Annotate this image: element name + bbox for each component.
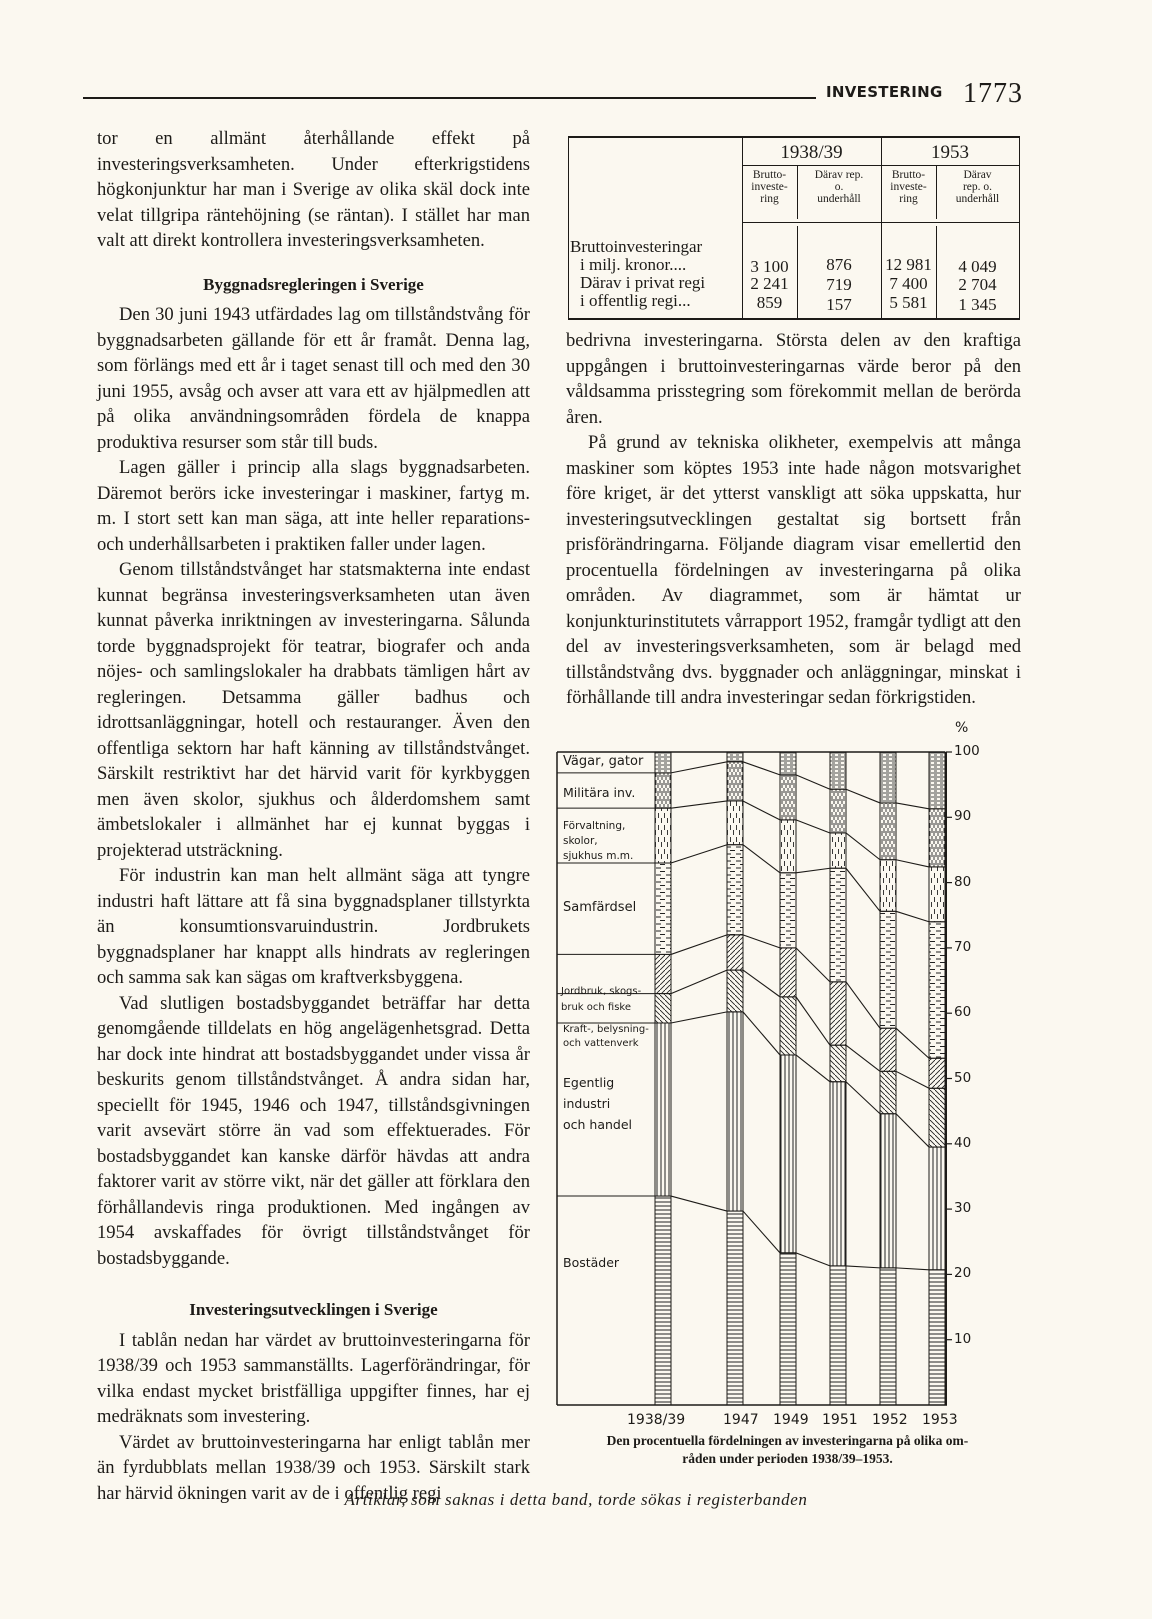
y-tick-label: 80	[954, 873, 972, 890]
paragraph: Värdet av bruttoinvesteringarna har enligt tablån mer än fyrdubblats mellan 1938/39 och 1953. Särskilt stark har härvid ökningen varit av de i offentlig regi	[97, 1431, 530, 1504]
left-column	[97, 126, 530, 1506]
table-row-label: i offentlig regi...	[580, 291, 691, 310]
table-year-header: 1938/39	[780, 142, 843, 163]
paragraph: Den 30 juni 1943 utfärdades lag om tillståndstvång för byggnadsarbeten gällande för ett år framåt. Denna lag, som förlängs med ett år i taget senast till och med den 30 juni 1955, avsåg och avser att vara ett av hjälpmedlen att på olika användningsområden fördela de knappa produktiva resurser som står till buds.	[97, 304, 530, 453]
y-tick-label: 40	[954, 1134, 972, 1151]
y-tick-label: 100	[954, 743, 980, 759]
header-rule	[83, 97, 816, 99]
paragraph: För industrin kan man helt allmänt säga att tyngre industri haft lättare att få sina byggnadsplaner tillstyrkta än konsumtionsvaruindustrin. Jordbrukets byggnadsplaner har knappt alls hindrats av regleringen och samma sak kan sägas om kraftverksbyggena.	[97, 865, 530, 988]
running-head: INVESTERING	[826, 83, 943, 101]
table-subheader: Brutto- investe- ring	[751, 169, 788, 205]
paragraph: Vad slutligen bostadsbyggandet beträffar har detta genomgående tilldelats en hög angelägenhetsgrad. Detta har dock inte hindrat att bostadsbyggandet under vissa år beskurits genom tillståndstvånget. Å andra sidan har, speciellt för 1945, 1946 och 1947, tillståndsgivningen varit avsevärt större än vad som effektuerades. För bostadsbyggandet kan kanske därför hävdas att andra faktorer varit av större vikt, när det gäller att förklara den förhållandevis ringa produktionen. Med ingången av 1954 avskaffades för övrigt tillståndstvånget för bostadsbyggande.	[97, 992, 530, 1269]
legend-jordbruk: bruk och fiske	[561, 1002, 631, 1013]
paragraph: I tablån nedan har värdet av bruttoinvesteringarna för 1938/39 och 1953 sammanställts. Lagerförändringar, för vilka endast mycket bristfälliga uppgifter finnes, har ej medräknats som investering.	[97, 1329, 530, 1427]
table-year-header: 1953	[931, 142, 969, 163]
table-cell: 876	[826, 255, 852, 274]
x-tick-label: 1947	[723, 1412, 759, 1428]
x-tick-label: 1952	[872, 1412, 908, 1428]
legend-forvaltning: skolor,	[563, 835, 598, 847]
table-row-label: i milj. kronor....	[580, 255, 687, 274]
legend-forvaltning: sjukhus m.m.	[563, 850, 634, 862]
paragraph: tor en allmänt återhållande effekt på investeringsverksamheten. Under efterkrigstidens högkonjunktur har man i Sverige av olika skäl dock inte velat tillgripa räntehöjning (se räntan). I stället har man valt att direkt kontrollera investeringsverksamheten.	[97, 128, 530, 251]
legend-industri: Egentlig	[563, 1075, 615, 1090]
legend-industri: industri	[563, 1096, 611, 1111]
y-tick-label: 90	[954, 808, 972, 825]
table-subheader: Därav rep. o. underhåll	[955, 169, 1000, 205]
legend-militara: Militära inv.	[563, 785, 636, 800]
legend-jordbruk: Jordbruk, skogs-	[561, 986, 642, 997]
section-heading: Investeringsutvecklingen i Sverige	[189, 1300, 438, 1319]
paragraph: bedrivna investeringarna. Största delen av den kraftiga uppgången i bruttoinvesteringarnas värde beror på den våldsamma prisstegring som förekommit mellan de berörda åren.	[566, 330, 1021, 428]
footer-note: Artiklar, som saknas i detta band, torde sökas i registerbanden	[344, 1490, 808, 1509]
table-cell: 719	[826, 275, 852, 294]
stacked-bar-chart	[555, 720, 1015, 1428]
paragraph: På grund av tekniska olikheter, exempelvis att många maskiner som köptes 1953 inte hade någon motsvarighet före kriget, är det ytterst vanskligt att söka uppskatta, hur investeringsutvecklingen gestaltat sig bortsett från prisförändringarna. Följande diagram visar emellertid den procentuella fördelningen av investeringarna på olika områden. Av diagrammet, som är hämtat ur konjunkturinstitutets vårrapport 1952, framgår tydligt att den del av investeringsverksamheten, som är belagd med tillståndstvång dvs. byggnader och anläggningar, minskat i förhållande till andra investeringar sedan förkrigstiden.	[566, 432, 1021, 708]
legend-kraft: Kraft-, belysning-	[563, 1024, 649, 1035]
y-tick-label: 20	[954, 1265, 972, 1282]
x-tick-label: 1953	[922, 1412, 958, 1428]
paragraph: Genom tillståndstvånget har statsmakterna inte endast kunnat begränsa investeringsverksamheten utan även kunnat påverka inriktningen av investeringarna. Sålunda torde byggnadsprojekt för teatrar, biografer och anda nöjes- och samlingslokaler ha drabbats tämligen hårt av regleringen. Detsamma gäller badhus och idrottsanläggningar, hotell och restauranger. Även den offentliga sektorn har haft känning av tillståndstvånget. Särskilt restriktivt har det härvid varit för kyrkbyggen men även skolor, sjukhus och ålderdomshem samt ämbetslokaler i allmänhet har ej kunnat byggas i projekterad utsträckning.	[97, 559, 530, 861]
legend-samfardsel: Samfärdsel	[563, 900, 637, 915]
table-cell: 12 981	[885, 255, 932, 274]
section-heading: Byggnadsregleringen i Sverige	[203, 274, 424, 294]
table-cell: 5 581	[889, 293, 928, 312]
legend-vagar-gator: Vägar, gator	[563, 754, 644, 769]
y-tick-label: 10	[954, 1330, 972, 1347]
table-cell: 3 100	[750, 257, 789, 276]
page-number: 1773	[963, 78, 1023, 109]
table-subheader: Brutto- investe- ring	[890, 169, 927, 205]
legend-forvaltning: Förvaltning,	[563, 820, 626, 832]
legend-industri: och handel	[563, 1117, 633, 1132]
y-tick-label: 60	[954, 1004, 972, 1021]
y-tick-label: 30	[954, 1200, 972, 1217]
investment-table	[568, 136, 1020, 320]
legend-bostader: Bostäder	[563, 1255, 620, 1270]
table-cell: 157	[826, 295, 852, 314]
legend-kraft: och vattenverk	[563, 1038, 639, 1049]
chart-canvas	[555, 740, 1015, 1420]
table-subheader: Därav rep. o. underhåll	[814, 169, 864, 205]
right-column	[566, 328, 1021, 711]
x-tick-label: 1949	[773, 1412, 809, 1428]
y-axis-unit: %	[955, 720, 969, 736]
table-cell: 1 345	[958, 295, 997, 314]
table-cell: 7 400	[889, 274, 928, 293]
y-tick-label: 50	[954, 1069, 972, 1086]
table-cell: 4 049	[958, 257, 997, 276]
y-tick-label: 70	[954, 938, 972, 955]
figure-caption: Den procentuella fördelningen av investeringarna på olika om- råden under perioden 1938/39–1953.	[606, 1433, 969, 1466]
table-cell: 2 241	[750, 274, 789, 293]
table-row-label: Bruttoinvesteringar	[570, 237, 703, 256]
table-row-label: Därav i privat regi	[580, 273, 706, 292]
table-cell: 859	[756, 293, 783, 312]
table-cell: 2 704	[958, 275, 997, 294]
paragraph: Lagen gäller i princip alla slags byggnadsarbeten. Däremot berörs icke investeringar i maskiner, fartyg m. m. I stort sett kan man säga, att inte heller reparations- och underhållsarbeten i praktiken faller under lagen.	[97, 457, 530, 555]
x-tick-label: 1938/39	[627, 1412, 686, 1428]
x-tick-label: 1951	[822, 1412, 858, 1428]
